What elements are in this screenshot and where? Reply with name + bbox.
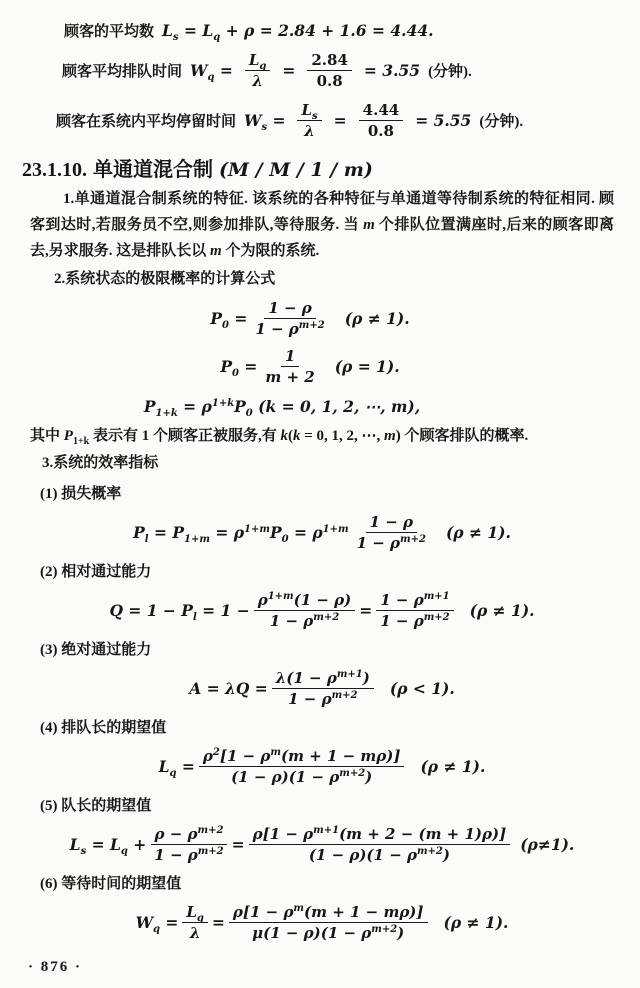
formula-relative-throughput	[30, 588, 614, 632]
avg-queue-time-line	[62, 49, 614, 91]
formula-expected-queue-length	[30, 744, 614, 788]
formula-lhs: $Q = 1 - P_l = 1$ −	[109, 600, 250, 623]
fraction	[376, 591, 453, 630]
formula-p1k	[0, 392, 574, 420]
formula-condition: (ρ = 1).	[334, 356, 400, 376]
formula-lhs: $W_s$ =	[244, 110, 286, 133]
formula-lhs: $W_q$ =	[135, 912, 179, 935]
formula-condition: (ρ < 1).	[389, 678, 455, 698]
efficiency-heading: 3.系统的效率指标	[42, 455, 159, 471]
avg-sojourn-time-line	[56, 99, 614, 141]
formula-lhs: $P_l = P_{1+m} = \rho^{1+m}P_0 = \rho^{1+m}$	[133, 522, 349, 545]
formula-condition: (ρ≠1).	[520, 834, 575, 854]
formula-loss-probability	[30, 510, 614, 554]
fraction-denominator: $(1 - \rho)(1 - \rho^{m+2})$	[308, 845, 450, 864]
formula-condition: (ρ ≠ 1).	[445, 522, 511, 542]
item-2-label: (2) 相对通过能力	[40, 564, 152, 580]
formula-lhs: $P_0$ =	[210, 308, 248, 331]
fraction-denominator: $1 - \rho^{m+2}$	[269, 611, 340, 630]
fraction-denominator: $1 - \rho^{m+2}$	[154, 845, 224, 864]
fraction-denominator: m + 2	[265, 367, 315, 386]
fraction	[297, 101, 321, 140]
item-3-label: (3) 绝对通过能力	[40, 642, 152, 658]
fraction-denominator: $\mu(1 - \rho)(1 - \rho^{m+2})$	[252, 923, 405, 942]
formula-lhs: $L_s = L_q$ +	[69, 834, 147, 857]
fraction-numerator: $L_q$	[182, 903, 208, 923]
fraction-denominator: λ	[252, 71, 263, 90]
fraction-denominator: $1 - \rho^{m+2}$	[380, 611, 450, 630]
fraction	[307, 51, 352, 90]
formula-condition: (ρ ≠ 1).	[420, 756, 486, 776]
unit-label: (分钟).	[428, 63, 472, 80]
fraction	[353, 513, 430, 552]
formula-p0-rho-ne-1	[18, 296, 602, 340]
fraction-numerator: $L_q$	[245, 51, 271, 71]
formula-expected-wait-time	[30, 900, 614, 944]
fraction-denominator: $1 - \rho^{m+2}$	[255, 319, 325, 338]
item-6-label: (6) 等待时间的期望值	[40, 876, 182, 892]
formula-condition: (ρ ≠ 1).	[344, 308, 410, 328]
fraction	[251, 299, 328, 338]
item-5-label: (5) 队长的期望值	[40, 798, 152, 814]
fraction-denominator: λ	[189, 923, 201, 942]
fraction-numerator: $\rho - \rho^{m+2}$	[151, 825, 228, 845]
fraction-denominator: λ	[304, 121, 315, 140]
limit-probability-heading: 2.系统状态的极限概率的计算公式	[54, 271, 276, 287]
formula-condition: (ρ ≠ 1).	[443, 912, 509, 932]
page-number: · 876 ·	[28, 959, 83, 975]
fraction-numerator: $\rho^{1+m}(1 - \rho)$	[254, 591, 356, 611]
formula-lhs: $L_q$ =	[158, 756, 195, 779]
fraction-denominator: $1 - \rho^{m+2}$	[356, 533, 426, 552]
fraction	[359, 101, 404, 140]
fraction-numerator: $L_s$	[297, 101, 321, 121]
fraction-denominator: $1 - \rho^{m+2}$	[288, 689, 358, 708]
fraction-numerator: $\rho[1 - \rho^m(m + 1 - m\rho)]$	[229, 903, 428, 923]
avg-customers-formula: $L_s = L_q + \rho = 2.84 + 1.6 = 4.44$.	[162, 21, 434, 44]
fraction	[272, 669, 374, 708]
fraction-numerator: 2.84	[307, 51, 352, 71]
fraction	[249, 825, 511, 864]
characteristics-paragraph: 1.单通道混合制系统的特征. 该系统的各种特征与单通道等待制系统的特征相同. 顾客到达时,若服务员不空,则参加排队,等待服务. 当 m 个排队位置满座时,后来的顾客即离去,另求服务. 这是排队长以 m 个为限的系统.	[30, 191, 614, 259]
formula-result: = 3.55	[363, 60, 421, 80]
fraction-numerator: 1 − ρ	[366, 513, 417, 533]
item-4-label: (4) 排队长的期望值	[40, 720, 167, 736]
fraction-numerator: 4.44	[359, 101, 404, 121]
fraction-numerator: $\rho[1 - \rho^{m+1}(m + 2 - (m + 1)\rho)]$	[249, 825, 511, 845]
fraction-denominator: 0.8	[367, 121, 394, 140]
equals-sign: =	[231, 834, 245, 854]
section-model-notation: (M / M / 1 / m)	[219, 159, 373, 181]
formula-p0-rho-eq-1	[18, 344, 602, 388]
avg-customers-line	[64, 20, 614, 44]
formula-result: = 5.55	[415, 110, 472, 130]
fraction	[229, 903, 428, 942]
formula-absolute-throughput	[30, 666, 614, 710]
fraction	[150, 825, 227, 864]
formula-lhs: $P_0$ =	[220, 356, 258, 379]
item-1-label: (1) 损失概率	[40, 486, 122, 502]
fraction-denominator: $(1 - \rho)(1 - \rho^{m+2})$	[231, 767, 373, 786]
fraction-numerator: $1 - \rho^{m+1}$	[376, 591, 453, 611]
fraction-numerator: $\rho^2[1 - \rho^m(m + 1 - m\rho)]$	[199, 747, 405, 767]
formula-condition: (ρ ≠ 1).	[469, 600, 535, 620]
section-heading	[22, 153, 614, 182]
formula-lhs: $W_q$ =	[190, 60, 233, 83]
equals-sign: =	[359, 600, 373, 620]
formula-p1k-expression: $P_{1+k} = \rho^{1+k}P_0$ (k = 0, 1, 2, ⋯, m),	[143, 396, 421, 419]
fraction	[245, 51, 271, 90]
fraction-numerator: $\lambda(1 - \rho^{m+1})$	[272, 669, 374, 689]
fraction-numerator: 1 − ρ	[264, 299, 315, 319]
fraction-numerator: 1	[281, 347, 299, 367]
unit-label: (分钟).	[479, 113, 524, 130]
fraction	[254, 591, 356, 630]
formula-expected-system-length	[30, 822, 614, 866]
fraction-denominator: 0.8	[316, 71, 343, 90]
equals-sign: =	[282, 60, 296, 80]
avg-customers-label: 顾客的平均数	[64, 24, 155, 40]
equals-sign: =	[333, 110, 347, 130]
fraction	[261, 347, 318, 386]
fraction	[199, 747, 405, 786]
probability-note: 其中 $P_{1+k}$ 表示有 1 个顾客正被服务,有 k(k = 0, 1, 2, ⋯, m) 个顾客排队的概率.	[30, 428, 529, 447]
avg-queue-time-label: 顾客平均排队时间	[62, 63, 183, 80]
avg-sojourn-time-label: 顾客在系统内平均停留时间	[56, 113, 237, 130]
formula-lhs: A = λQ =	[189, 678, 268, 698]
fraction	[182, 903, 208, 942]
equals-sign: =	[211, 912, 225, 932]
section-number: 23.1.10.	[22, 159, 87, 181]
section-title: 单通道混合制	[93, 159, 213, 181]
